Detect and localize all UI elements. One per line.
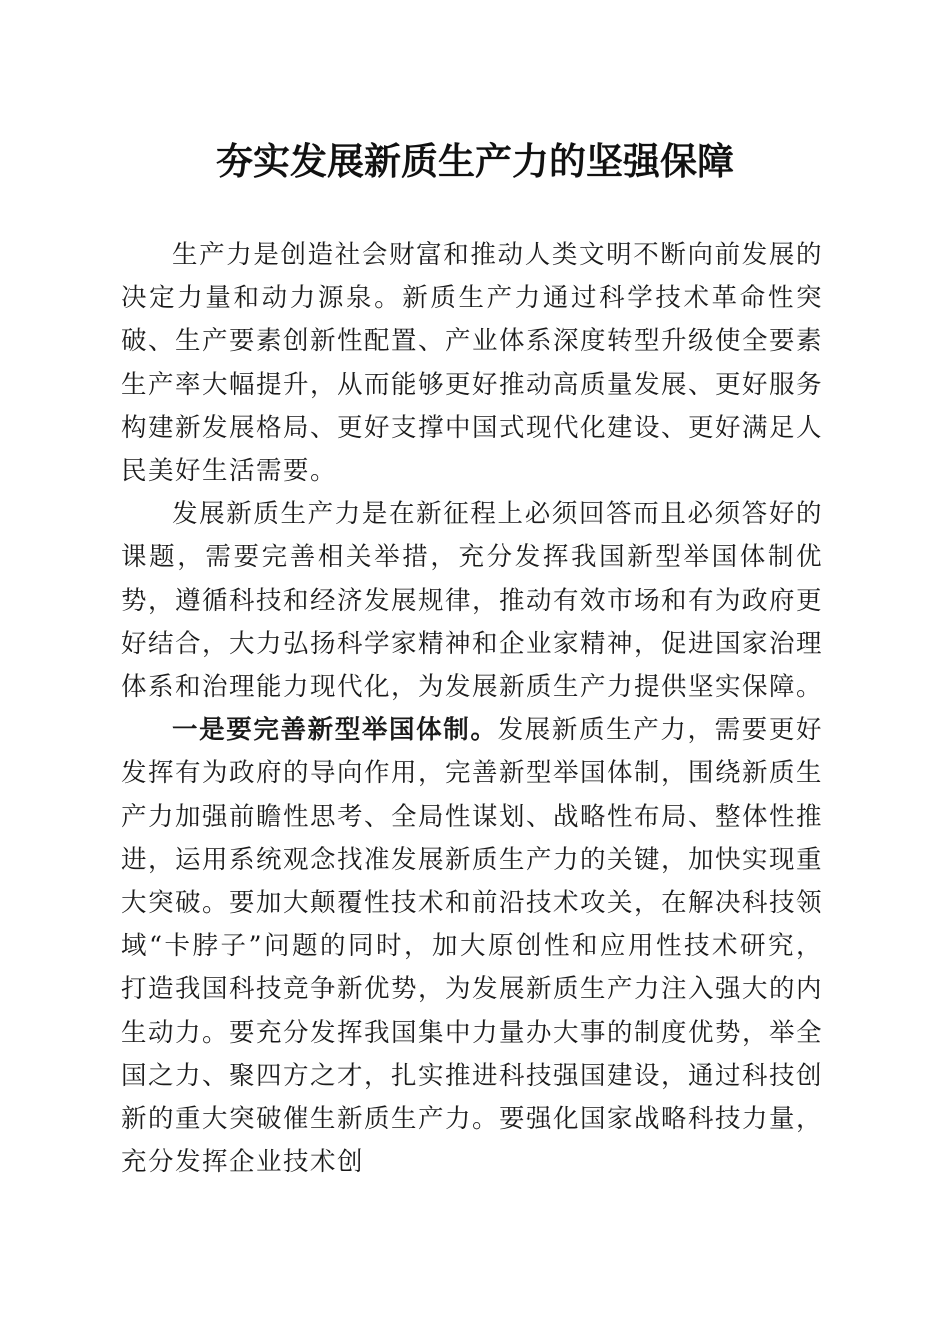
paragraph-text: 发展新质生产力是在新征程上必须回答而且必须答好的课题，需要完善相关举措，充分发挥我国新型举国体制优势，遵循科技和经济发展规律，推动有效市场和有为政府更好结合，大力弘扬科学家精神和企业家精神，促进国家治理体系和治理能力现代化，为发展新质生产力提供坚实保障。 (121, 499, 824, 703)
document-title: 夯实发展新质生产力的坚强保障 (216, 139, 734, 183)
paragraph-lead-heading: 一是要完善新型举国体制。 (172, 715, 498, 746)
paragraph-text: 发展新质生产力，需要更好发挥有为政府的导向作用，完善新型举国体制，围绕新质生产力加强前瞻性思考、全局性谋划、战略性布局、整体性推进，运用系统观念找准发展新质生产力的关键，加快实现重大突破。要加大颠覆性技术和前沿技术攻关，在解决科技领域“卡脖子”问题的同时，加大原创性和应用性技术研究，打造我国科技竞争新优势，为发展新质生产力注入强大的内生动力。要充分发挥我国集中力量办大事的制度优势，举全国之力、聚四方之才，扎实推进科技强国建设，通过科技创新的重大突破催生新质生产力。要强化国家战略科技力量，充分发挥企业技术创 (121, 715, 824, 1178)
paragraph-1 (121, 234, 823, 493)
document-body (121, 234, 823, 1184)
paragraph-text: 生产力是创造社会财富和推动人类文明不断向前发展的决定力量和动力源泉。新质生产力通过科学技术革命性突破、生产要素创新性配置、产业体系深度转型升级使全要素生产率大幅提升，从而能够更好推动高质量发展、更好服务构建新发展格局、更好支撑中国式现代化建设、更好满足人民美好生活需要。 (121, 240, 824, 487)
paragraph-3 (121, 709, 823, 1184)
paragraph-2 (121, 493, 823, 709)
